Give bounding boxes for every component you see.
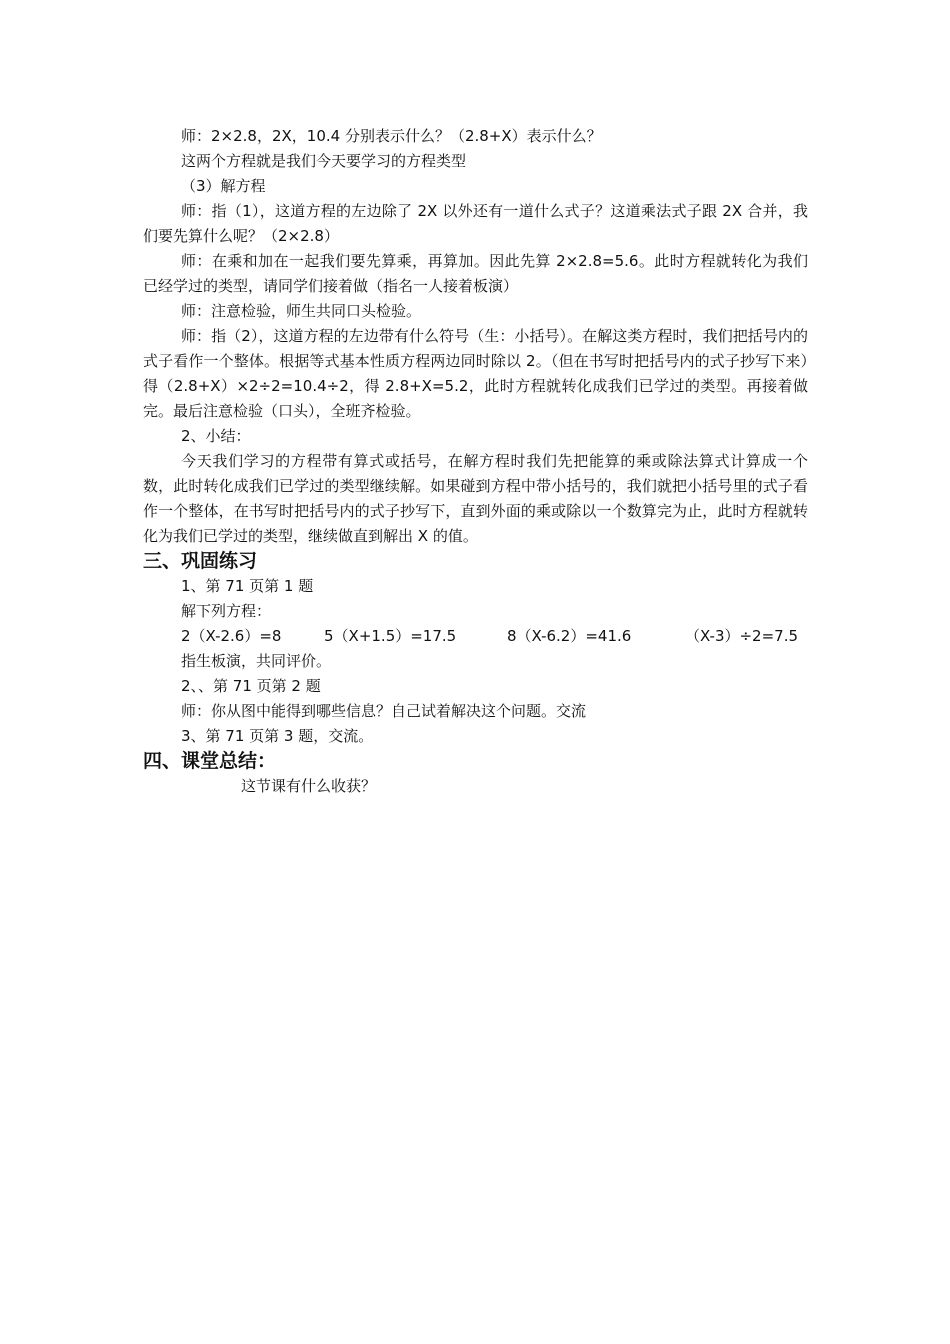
paragraph-check: 师：注意检验，师生共同口头检验。 <box>181 302 422 320</box>
paragraph-summary-label: 2、小结： <box>181 427 251 445</box>
equation-4: （X-3）÷2=7.5 <box>685 627 799 645</box>
equation-3: 8（X-6.2）=41.6 <box>507 627 632 645</box>
practice-instruction: 解下列方程： <box>181 602 272 620</box>
paragraph-solve-heading: （3）解方程 <box>181 177 266 195</box>
practice-item-2: 2、、第 71 页第 2 题 <box>181 677 321 695</box>
section-heading-summary: 四、课堂总结： <box>143 750 277 772</box>
paragraph-summary: 今天我们学习的方程带有算式或括号，在解方程时我们先把能算的乘或除法算式计算成一个数，此时转化成我们已学过的类型继续解。如果碰到方程中带小括号的，我们就把小括号里的式子看作一个整体，在书写时把括号内的式子抄写下，直到外面的乘或除以一个数算完为止，此时方程就转化为我们已学过的类型，继续做直到解出 X 的值。 <box>143 452 808 545</box>
equation-1: 2（X-2.6）=8 <box>181 627 282 645</box>
summary-question: 这节课有什么收获？ <box>241 777 377 795</box>
practice-evaluation: 指生板演，共同评价。 <box>181 652 332 670</box>
paragraph-solve-step-1: 师：指（1），这道方程的左边除了 2X 以外还有一道什么式子？这道乘法式子跟 2X 合并，我们要先算什么呢？（2×2.8） <box>143 202 808 245</box>
equation-row <box>143 624 808 649</box>
practice-item-1: 1、第 71 页第 1 题 <box>181 577 314 595</box>
equation-2: 5（X+1.5）=17.5 <box>324 627 457 645</box>
page-content <box>143 124 808 799</box>
paragraph-equation-type: 这两个方程就是我们今天要学习的方程类型 <box>181 152 467 170</box>
practice-item-3: 3、第 71 页第 3 题，交流。 <box>181 727 374 745</box>
section-heading-practice: 三、巩固练习 <box>143 550 258 572</box>
paragraph-solve-step-2: 师：在乘和加在一起我们要先算乘，再算加。因此先算 2×2.8=5.6。此时方程就转化为我们已经学过的类型，请同学们接着做（指名一人接着板演） <box>143 252 808 295</box>
paragraph-teacher-question: 师：2×2.8，2X，10.4 分别表示什么？（2.8+X）表示什么？ <box>181 127 602 145</box>
practice-teacher-prompt: 师：你从图中能得到哪些信息？自己试着解决这个问题。交流 <box>181 702 587 720</box>
paragraph-solve-step-3: 师：指（2），这道方程的左边带有什么符号（生：小括号）。在解这类方程时，我们把括号内的式子看作一个整体。根据等式基本性质方程两边同时除以 2。（但在书写时把括号内的式子抄写下来）得（2.8+X）×2÷2=10.4÷2，得 2.8+X=5.2，此时方程就转化成我们已学过的类型。再接着做完。最后注意检验（口头），全班齐检验。 <box>143 327 808 420</box>
